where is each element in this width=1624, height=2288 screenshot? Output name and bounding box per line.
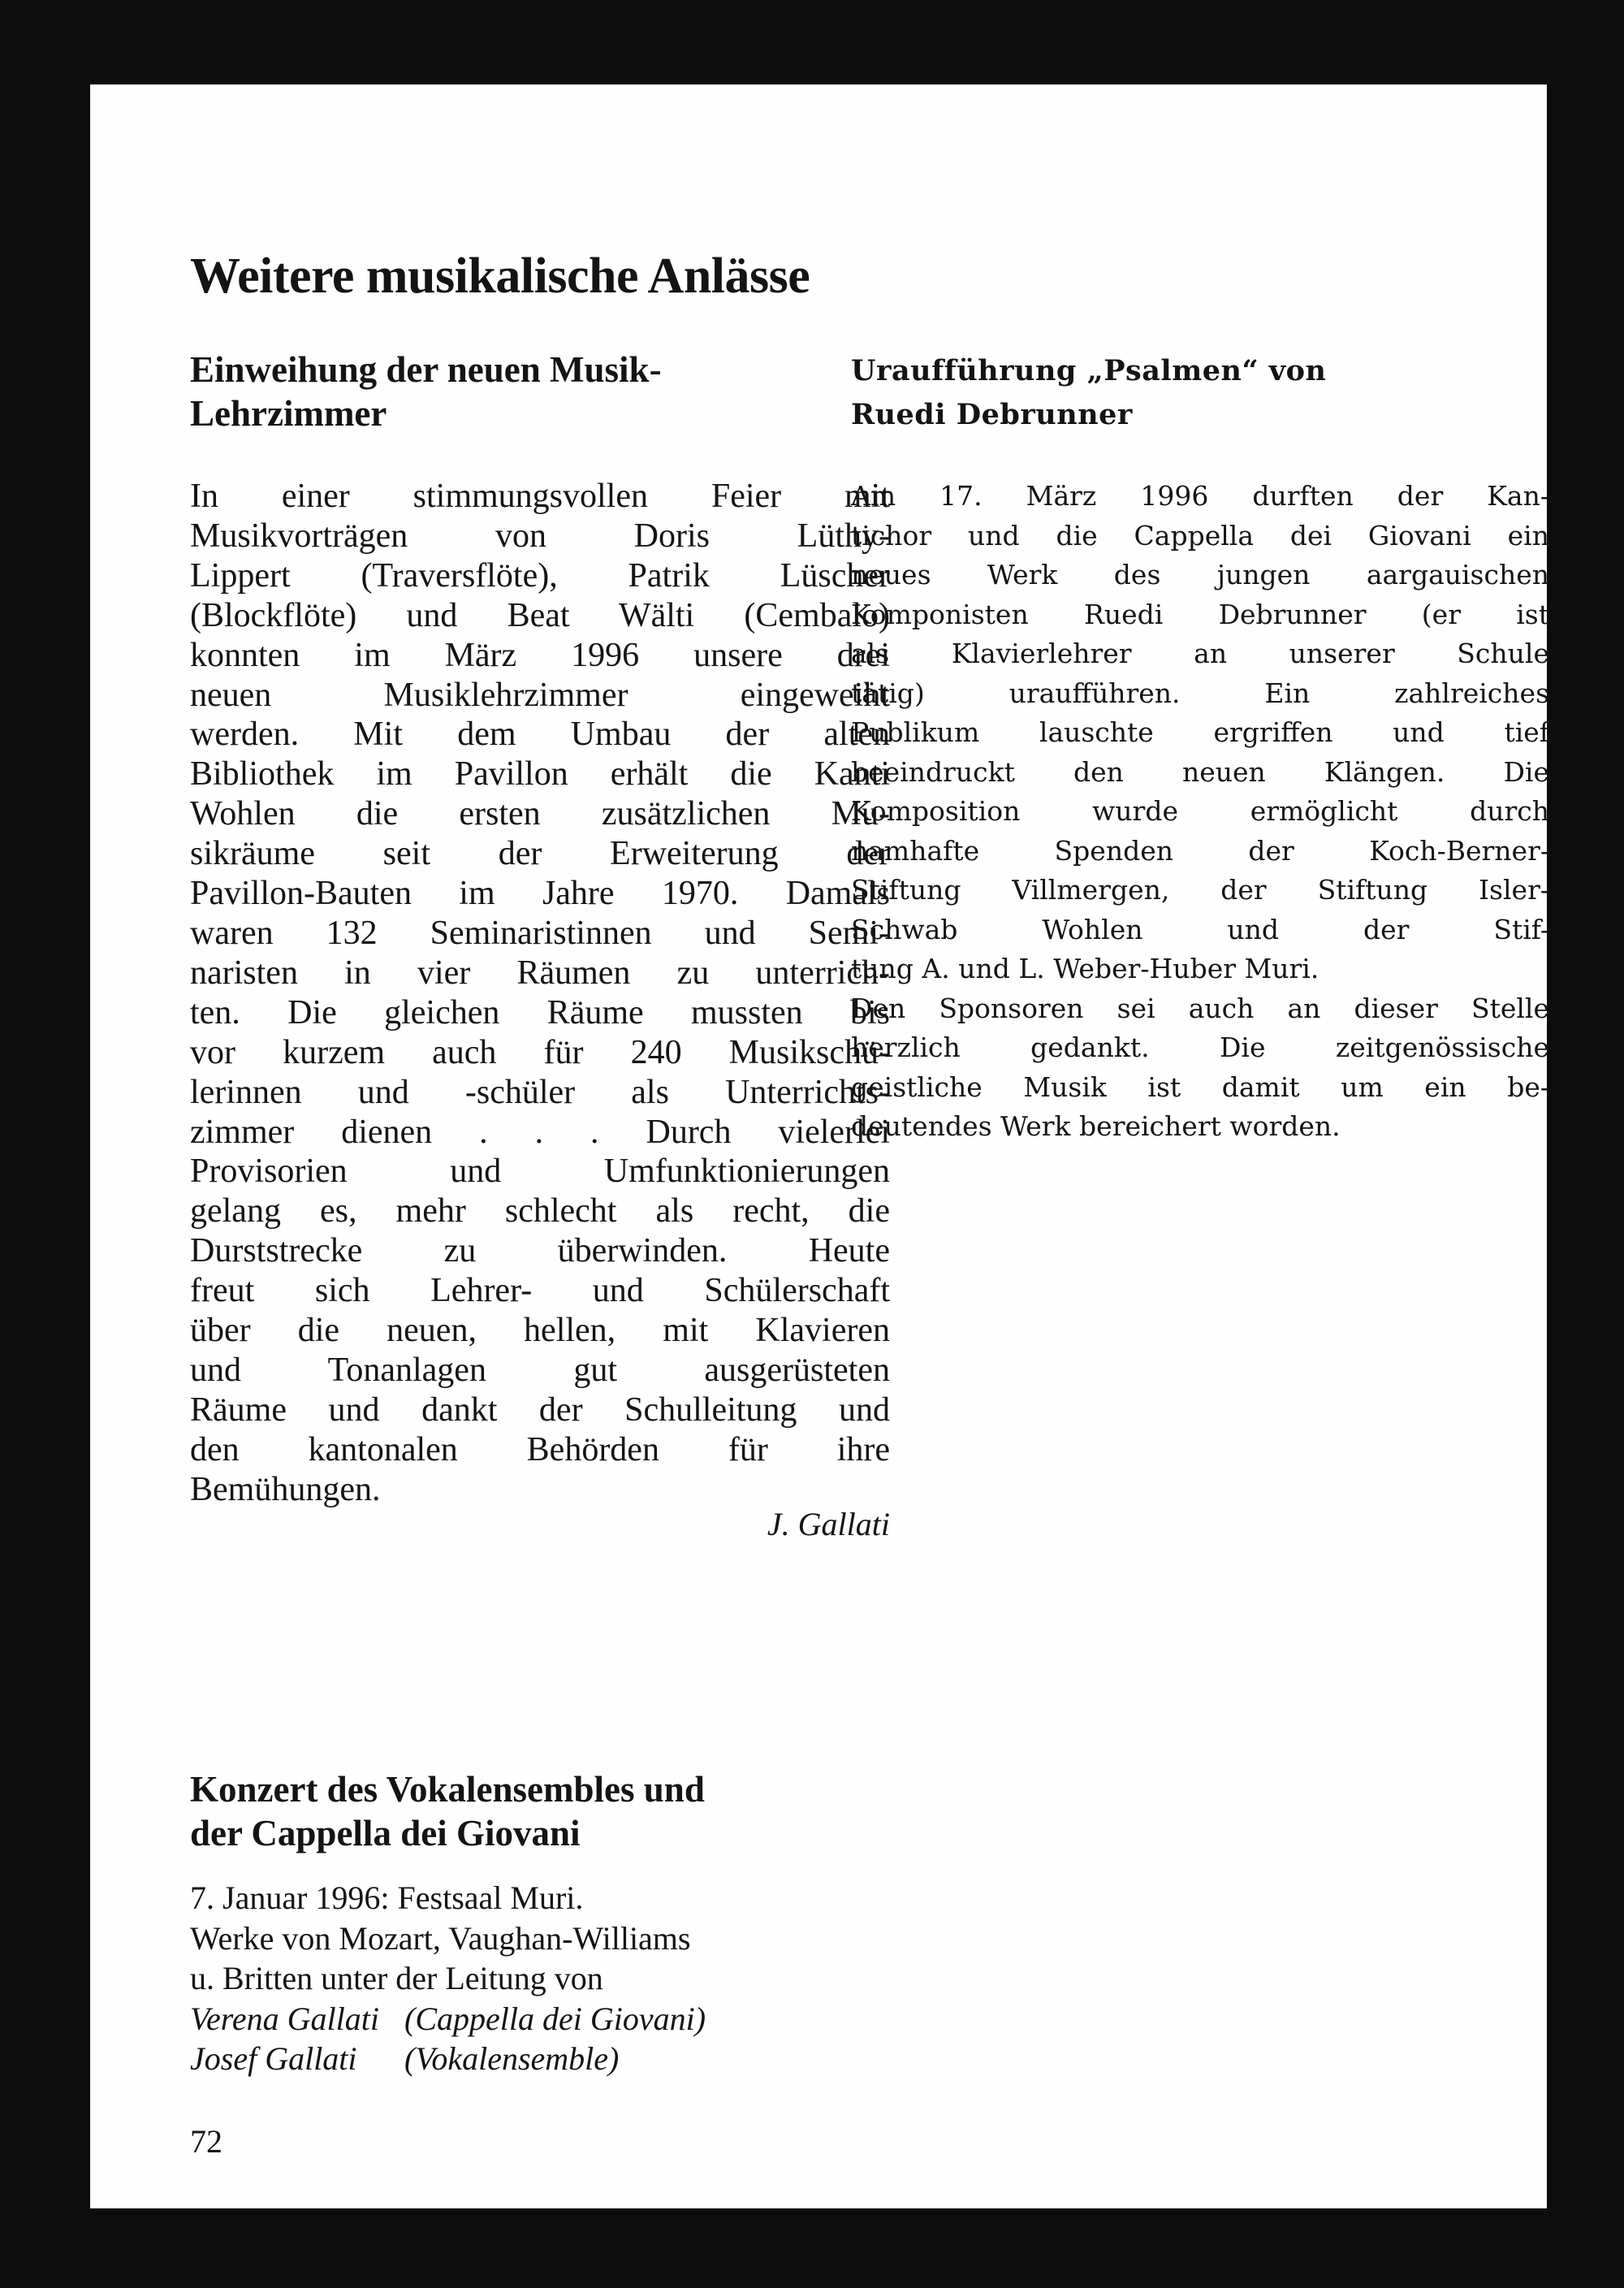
body-line: Stiftung Villmergen, der Stiftung Isler- [851, 874, 1549, 906]
heading-line: Einweihung der neuen Musik- [190, 349, 662, 390]
conductor-ensemble: (Vokalensemble) [404, 2040, 620, 2077]
body-line: Provisorien und Umfunktionierungen [190, 1153, 890, 1191]
page-title: Weitere musikalische Anlässe [190, 249, 810, 304]
body-line: vor kurzem auch für 240 Musikschü- [190, 1033, 890, 1071]
body-line: Räume und dankt der Schulleitung und [190, 1391, 890, 1429]
body-line: tätig) uraufführen. Ein zahlreiches [851, 677, 1549, 709]
body-line: Den Sponsoren sei auch an dieser Stelle [851, 992, 1549, 1024]
author-signature: J. Gallati [767, 1506, 890, 1542]
body-line: (Blockflöte) und Beat Wälti (Cembalo) [190, 596, 890, 634]
heading-line: der Cappella dei Giovani [190, 1813, 581, 1853]
body-line: herzlich gedankt. Die zeitgenössische [851, 1032, 1549, 1063]
conductor-ensemble: (Cappella dei Giovani) [404, 2000, 706, 2037]
body-line: Lippert (Traversflöte), Patrik Lüscher [190, 556, 890, 595]
body-line: den kantonalen Behörden für ihre [190, 1430, 890, 1468]
body-line: neues Werk des jungen aargauischen [851, 559, 1549, 590]
body-line: Komposition wurde ermöglicht durch [851, 795, 1549, 827]
body-line: Bibliothek im Pavillon erhält die Kanti [190, 755, 890, 794]
heading-line: Uraufführung „Psalmen“ von [851, 354, 1327, 387]
body-line: tung A. und L. Weber-Huber Muri. [851, 953, 1320, 984]
heading-line: Lehrzimmer [190, 393, 387, 434]
body-line: waren 132 Seminaristinnen und Semi- [190, 914, 890, 952]
body-line: als Klavierlehrer an unserer Schule [851, 638, 1549, 669]
body-line: 7. Januar 1996: Festsaal Muri. [190, 1879, 584, 1916]
document-page [90, 84, 1547, 2208]
body-line: In einer stimmungsvollen Feier mit [190, 478, 890, 515]
body-line: sikräume seit der Erweiterung der [190, 835, 890, 873]
body-line: freut sich Lehrer- und Schülerschaft [190, 1272, 890, 1310]
body-line: naristen in vier Räumen zu unterrich- [190, 954, 890, 992]
body-line: Am 17. März 1996 durften der Kan- [851, 480, 1549, 512]
body-line: Pavillon-Bauten im Jahre 1970. Damals [190, 875, 890, 913]
body-line: zimmer dienen . . . Durch vielerlei [190, 1113, 890, 1151]
body-line: Musikvorträgen von Doris Lüthy- [190, 517, 890, 555]
body-line: u. Britten unter der Leitung von [190, 1960, 603, 1996]
body-line: deutendes Werk bereichert worden. [851, 1110, 1341, 1142]
conductor-name: Verena Gallati [190, 2000, 379, 2037]
conductor-row [190, 2039, 690, 2079]
body-line: Durststrecke zu überwinden. Heute [190, 1232, 890, 1270]
body-line: neuen Musiklehrzimmer eingeweiht [190, 676, 890, 714]
body-line: und Tonanlagen gut ausgerüsteten [190, 1351, 890, 1389]
article-body-einweihung [190, 477, 890, 1510]
body-line: Bemühungen. [190, 1470, 381, 1508]
article-body-urauffuehrung [851, 477, 1549, 1147]
heading-line: Konzert des Vokalensembles und [190, 1769, 705, 1810]
body-line: tichor und die Cappella dei Giovani ein [851, 519, 1549, 551]
conductor-row [190, 1999, 706, 2039]
article-body-konzert [190, 1878, 706, 2079]
body-line: geistliche Musik ist damit um ein be- [851, 1070, 1549, 1103]
body-line: konnten im März 1996 unsere drei [190, 636, 890, 674]
body-line: gelang es, mehr schlecht als recht, die [190, 1192, 890, 1231]
article-heading-urauffuehrung [851, 349, 1326, 437]
body-line: über die neuen, hellen, mit Klavieren [190, 1312, 890, 1350]
article-heading-konzert [190, 1767, 705, 1855]
body-line: Publikum lauschte ergriffen und tief [851, 716, 1549, 748]
body-line: beeindruckt den neuen Klängen. Die [851, 755, 1549, 788]
article-heading-einweihung [190, 348, 662, 435]
body-line: Schwab Wohlen und der Stif- [851, 913, 1549, 945]
conductor-name: Josef Gallati [190, 2040, 357, 2077]
body-line: ten. Die gleichen Räume mussten bis [190, 993, 890, 1032]
page-number: 72 [190, 2123, 222, 2160]
body-line: lerinnen und -schüler als Unterrichts- [190, 1073, 890, 1111]
body-line: Komponisten Ruedi Debrunner (er ist [851, 598, 1549, 630]
body-line: namhafte Spenden der Koch-Berner- [851, 834, 1549, 867]
body-line: werden. Mit dem Umbau der alten [190, 716, 890, 754]
body-line: Werke von Mozart, Vaughan-Williams [190, 1919, 691, 1957]
heading-line: Ruedi Debrunner [851, 398, 1133, 431]
body-line: Wohlen die ersten zusätzlichen Mu- [190, 795, 890, 833]
